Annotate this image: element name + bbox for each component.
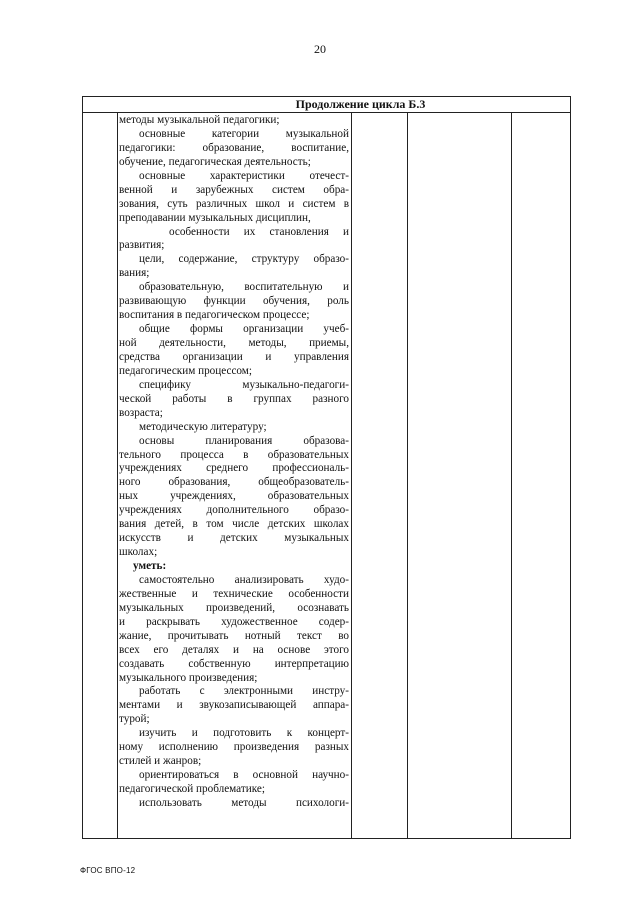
text-line: методы музыкальной педагогики; [119,114,280,126]
table-header-row [83,97,570,113]
text-line: уметь: [133,560,167,572]
text-line: обучение, педагогическая деятельность; [119,155,311,168]
text-line: цели, содержание, структуру образо- [139,253,349,266]
text-line: создавать собственную интерпретацию [119,657,349,670]
text-line: ческой работы в группах разного [119,392,349,405]
text-line: стилей и жанров; [119,755,202,768]
text-line: учреждениях дополнительного образо- [119,504,349,517]
text-line: вания; [119,267,150,280]
text-line: ориентироваться в основной научно- [139,769,349,782]
text-line: преподавании музыкальных дисциплин, [119,211,311,224]
text-line: самостоятельно анализировать худо- [139,573,349,586]
text-line: специфику музыкально-педагоги- [139,378,349,391]
page-number: 20 [314,42,326,56]
text-line: педагогическим процессом; [119,364,252,377]
text-line: зования, суть различных школ и систем в [119,197,349,210]
text-line: ного образования, общеобразователь- [119,476,349,489]
text-line: воспитания в педагогическом процессе; [119,309,310,322]
text-line: основы планирования образова- [139,434,349,447]
text-line: методическую литературу; [139,420,267,433]
text-line: всех его деталях и на основе этого [119,643,349,656]
curriculum-table [82,96,571,839]
text-line: учреждениях среднего профессиональ- [119,462,349,475]
text-line: педагогики: образование, воспитание, [119,141,349,154]
text-line: образовательную, воспитательную и [139,281,349,294]
text-line: музыкального произведения; [119,671,258,684]
text-line: ному исполнению произведения разных [119,741,349,754]
text-line: педагогической проблематике; [119,783,265,795]
table-header-title: Продолжение цикла Б.3 [295,97,426,111]
text-line: жание, прочитывать нотный текст во [119,629,349,642]
text-line: тельного процесса в образовательных [119,448,349,461]
text-line: особенности их становления и [169,225,349,238]
text-line: общие формы организации учеб- [139,323,349,336]
text-line: искусств и детских музыкальных [119,532,349,545]
text-line: музыкальных произведений, осознавать [119,601,349,614]
footer-document-code: ФГОС ВПО-12 [80,866,136,875]
column-divider [117,112,118,838]
competency-text-cell [119,114,349,811]
text-line: развивающую функции обучения, роль [119,295,349,308]
text-line: возраста; [119,406,163,419]
text-line: средства организации и управления [119,350,349,363]
text-line: школах; [119,546,158,559]
text-line: вания детей, в том числе детских школах [119,518,349,531]
text-line: турой; [119,713,150,726]
column-divider [511,112,512,838]
text-line: работать с электронными инстру- [139,685,349,698]
text-line: развития; [119,239,165,252]
text-line: жественные и технические особенности [119,587,349,600]
text-line: и раскрывать художественное содер- [119,615,349,628]
text-line: основные характеристики отечест- [139,169,349,182]
text-line: ных учреждениях, образовательных [119,490,349,503]
text-line: использовать методы психологи- [139,796,349,809]
text-line: венной и зарубежных систем обра- [119,183,349,196]
text-line: ной деятельности, методы, приемы, [119,337,349,349]
text-line: основные категории музыкальной [139,127,349,140]
text-line: изучить и подготовить к концерт- [139,727,349,740]
column-divider [407,112,408,838]
text-line: ментами и звукозаписывающей аппара- [119,699,349,712]
column-divider [351,112,352,838]
